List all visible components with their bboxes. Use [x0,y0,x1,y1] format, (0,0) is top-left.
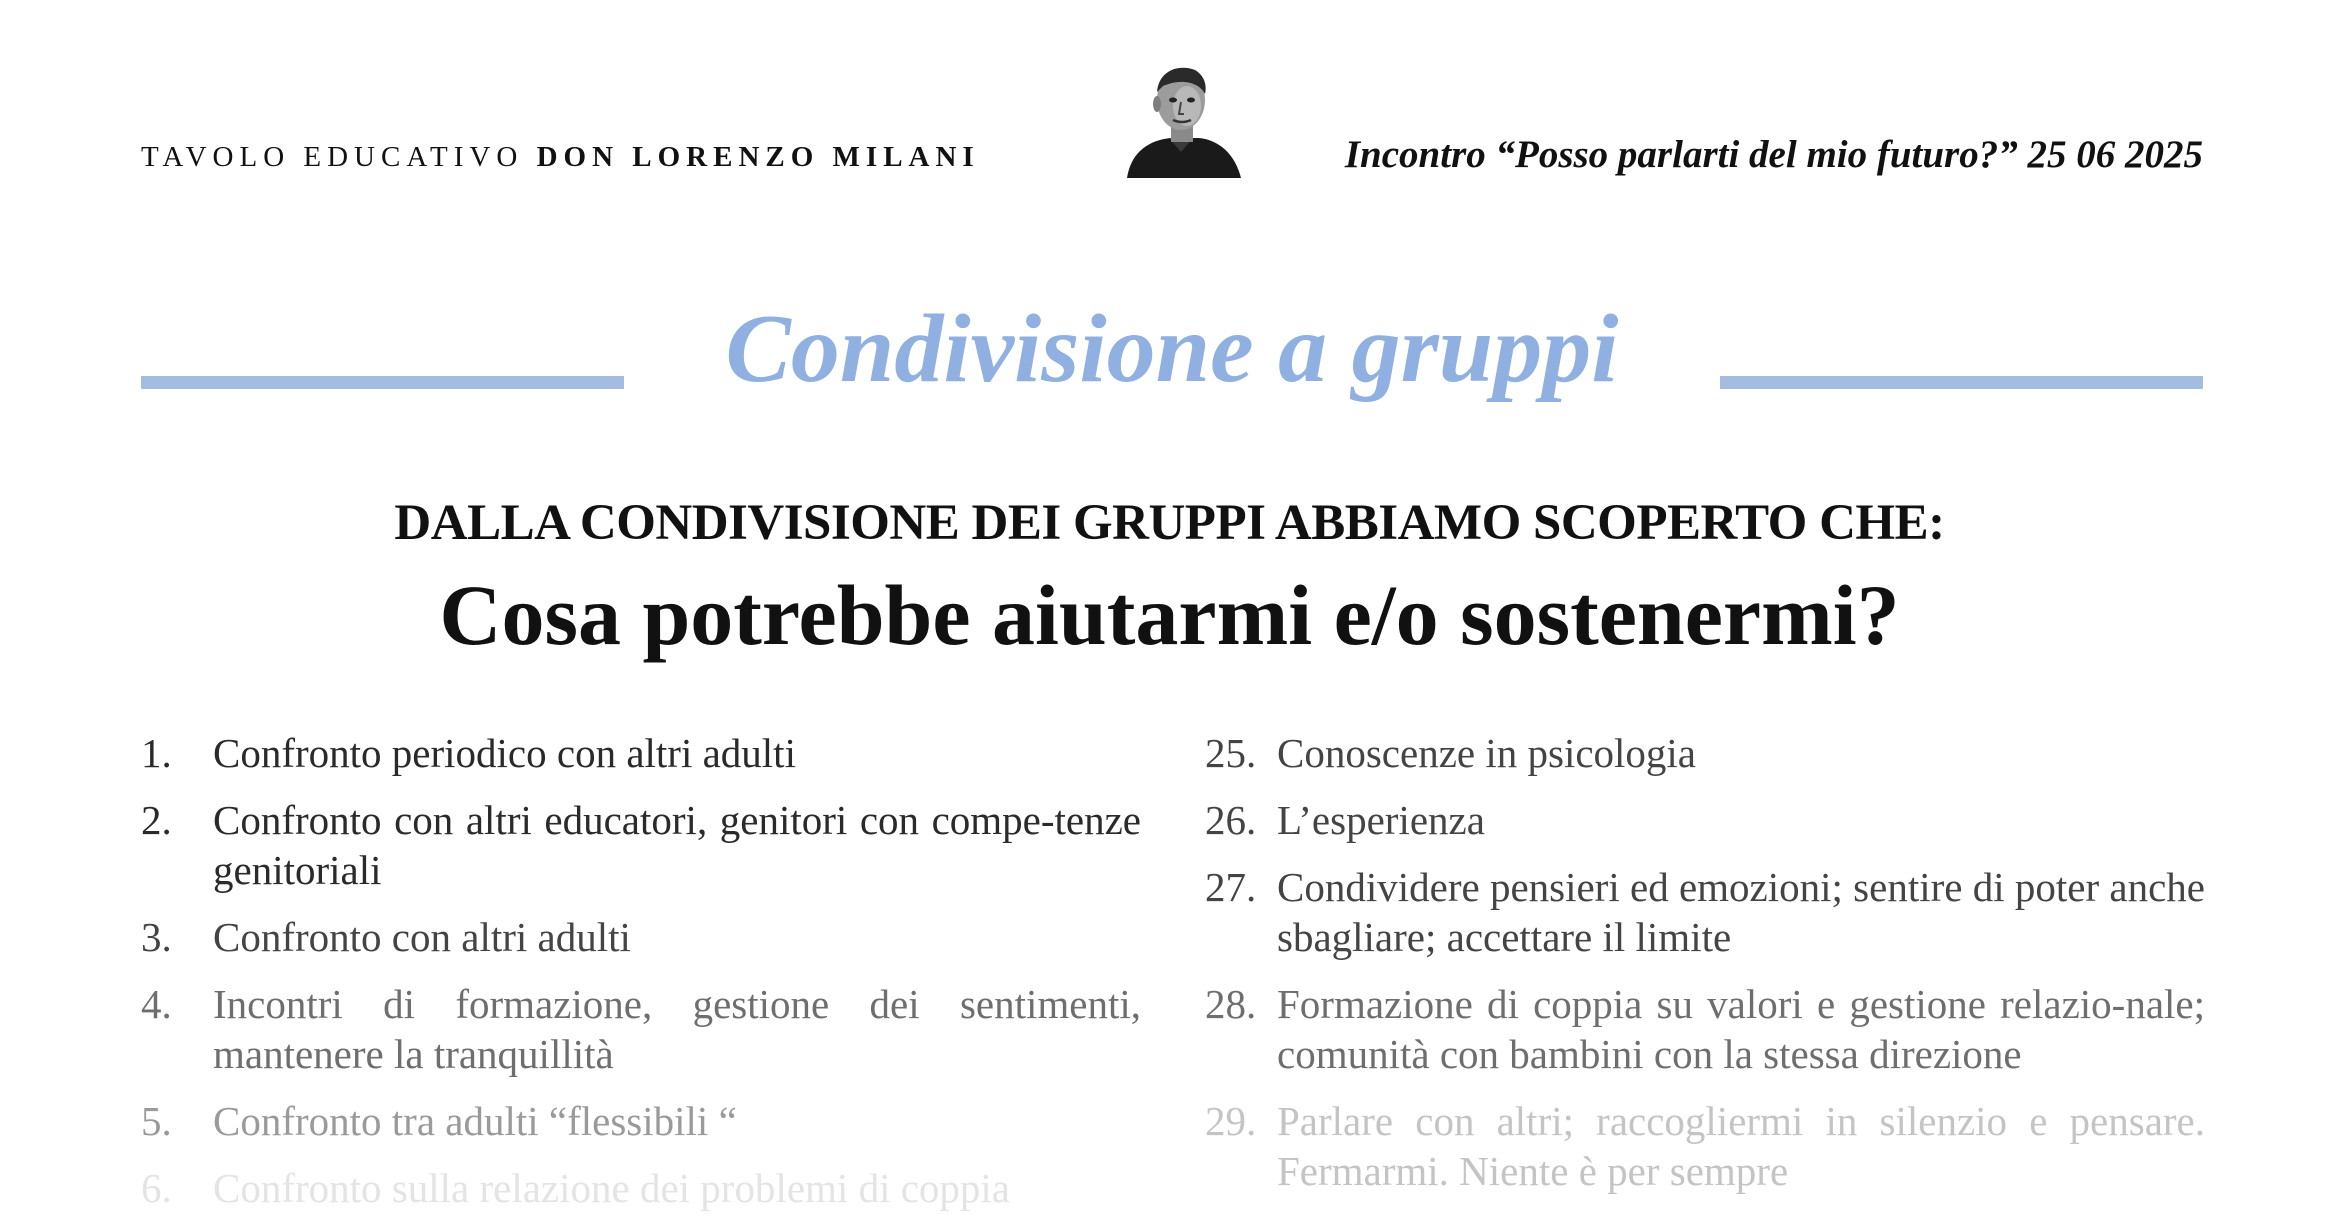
section-title: Condivisione a gruppi [725,295,1619,403]
list-item-text: Condividere pensieri ed emozioni; sentire di poter anche sbagliare; accettare il limite [1277,864,2205,960]
list-item-number: 27. [1205,864,1257,910]
list-item-number: 5. [141,1098,172,1144]
list-item [1205,795,2205,845]
section-heading [141,296,2203,416]
list-item-text: Parlare con altri; raccogliermi in silenzio e pensare. Fermarmi. Niente è per sempre [1277,1098,2205,1194]
list-item-number: 4. [141,981,172,1027]
list-item-number: 25. [1205,730,1257,776]
list-item-number: 28. [1205,981,1257,1027]
list-item-text: Confronto sulla relazione dei problemi di coppia [213,1165,1010,1211]
list-item-text: L’esperienza [1277,797,1485,843]
list-item [141,1096,1141,1146]
list-item [141,912,1141,962]
kicker-heading: DALLA CONDIVISIONE DEI GRUPPI ABBIAMO SCOPERTO CHE: [394,495,1945,551]
list-item-text: Incontri di formazione, gestione dei sentimenti, mantenere la tranquillità [213,981,1141,1077]
list-item-text: Confronto con altri educatori, genitori con compe-tenze genitoriali [213,797,1141,893]
list-item [141,728,1141,778]
list-item-text: Confronto periodico con altri adulti [213,730,796,776]
list-item-text: Conoscenze in psicologia [1277,730,1697,776]
question-heading: Cosa potrebbe aiutarmi e/o sostenermi? [439,567,1900,663]
list-item-number: 1. [141,730,172,776]
list-item [1205,979,2205,1079]
list-item-number: 3. [141,914,172,960]
list-item-text: Confronto tra adulti “flessibili “ [213,1098,737,1144]
organization-name-regular: TAVOLO EDUCATIVO [141,141,537,173]
right-list [1205,728,2205,1213]
list-item-text: Formazione di coppia su valori e gestione relazio-nale; comunità con bambini con la stessa direzione [1277,981,2205,1077]
list-item-number: 2. [141,797,172,843]
list-item [141,1163,1141,1213]
list-item [1205,728,2205,778]
list-item-number: 26. [1205,797,1257,843]
event-title: Incontro “Posso parlarti del mio futuro?” 25 06 2025 [1344,133,2203,176]
list-item [1205,862,2205,962]
organization-name-bold: DON LORENZO MILANI [536,141,980,173]
header [141,55,2203,185]
list-item [141,795,1141,895]
organization-name [141,143,980,172]
list-item-number: 6. [141,1165,172,1211]
list-item [141,979,1141,1079]
portrait-image [1119,60,1243,178]
left-list [141,728,1141,1230]
list-item-text: Confronto con altri adulti [213,914,631,960]
heading-rule-right [1720,376,2203,389]
list-item-number: 29. [1205,1098,1257,1144]
list-item [1205,1096,2205,1196]
